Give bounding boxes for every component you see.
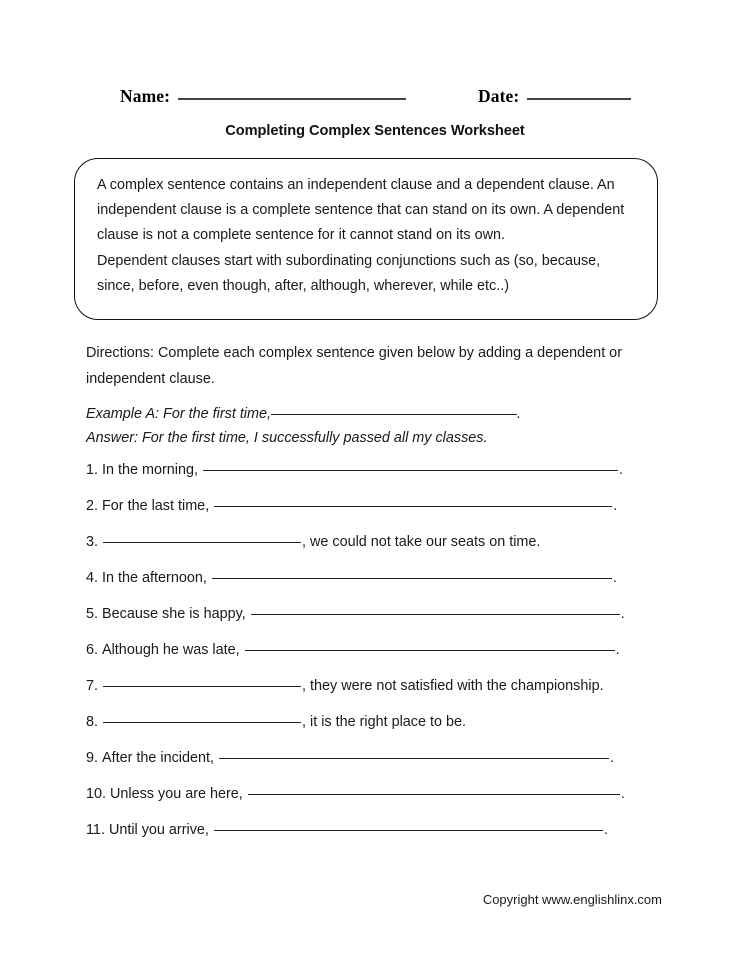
date-label: Date: — [478, 86, 520, 106]
date-input-rule[interactable] — [527, 98, 631, 100]
exercise-item — [86, 677, 686, 713]
exercise-prefix-text: Unless you are here, — [110, 786, 243, 802]
exercise-item — [86, 713, 686, 749]
exercise-number: 8. — [86, 714, 99, 730]
exercise-number: 4. — [86, 570, 99, 586]
exercise-answer-blank[interactable] — [251, 614, 620, 615]
exercise-number: 3. — [86, 534, 99, 550]
directions-text: Directions: Complete each complex sentence given below by adding a dependent or independent clause. — [86, 345, 622, 387]
exercise-suffix-text: . — [615, 642, 620, 658]
definition-box — [74, 158, 658, 320]
definition-paragraph-2: Dependent clauses start with subordinating conjunctions such as (so, because, since, before, even though, after, although, wherever, while etc..) — [97, 252, 601, 294]
date-field — [478, 86, 631, 107]
exercise-item — [86, 533, 686, 569]
exercise-number: 5. — [86, 606, 99, 622]
copyright-notice: Copyright www.englishlinx.com — [482, 892, 662, 907]
exercise-item — [86, 641, 686, 677]
exercise-suffix-text: , it is the right place to be. — [302, 714, 466, 730]
exercise-number: 6. — [86, 642, 99, 658]
name-input-rule[interactable] — [178, 98, 406, 100]
exercise-suffix-text: . — [612, 570, 617, 586]
exercise-item — [86, 605, 686, 641]
exercise-number: 10. — [86, 786, 107, 802]
exercise-item — [86, 821, 686, 857]
name-label: Name: — [120, 86, 171, 106]
exercise-answer-blank[interactable] — [103, 722, 301, 723]
exercise-suffix-text: . — [610, 750, 615, 766]
exercise-suffix-text: . — [603, 822, 608, 838]
exercise-number: 2. — [86, 498, 99, 514]
example-prompt-prefix: Example A: For the first time, — [86, 406, 271, 422]
exercise-answer-blank[interactable] — [203, 470, 618, 471]
exercise-item — [86, 497, 686, 533]
exercise-item — [86, 569, 686, 605]
exercise-answer-blank[interactable] — [214, 830, 603, 831]
example-block — [86, 402, 686, 450]
exercise-prefix-text: Although he was late, — [102, 642, 240, 658]
exercise-number: 9. — [86, 750, 99, 766]
exercise-item — [86, 749, 686, 785]
exercise-number: 7. — [86, 678, 99, 694]
example-answer-line: Answer: For the first time, I successfully passed all my classes. — [86, 430, 488, 446]
exercise-answer-blank[interactable] — [248, 794, 620, 795]
exercise-item — [86, 785, 686, 821]
example-prompt-suffix: . — [517, 406, 521, 422]
example-prompt-line — [86, 402, 686, 426]
example-answer-blank[interactable] — [271, 414, 517, 415]
exercise-suffix-text: . — [620, 786, 625, 802]
exercise-answer-blank[interactable] — [245, 650, 615, 651]
exercise-prefix-text: For the last time, — [102, 498, 210, 514]
exercise-answer-blank[interactable] — [214, 506, 612, 507]
exercise-prefix-text: After the incident, — [102, 750, 215, 766]
exercise-item — [86, 461, 686, 497]
exercise-suffix-text: , they were not satisfied with the championship. — [302, 678, 604, 694]
student-info-header — [0, 86, 750, 112]
exercise-number: 1. — [86, 462, 99, 478]
exercise-answer-blank[interactable] — [212, 578, 612, 579]
definition-paragraph-1: A complex sentence contains an independent clause and a dependent clause. An independent clause is a complete sentence that can stand on its own. A dependent clause is not a complete sentence for it cannot stand on its own. — [97, 177, 625, 244]
exercise-number: 11. — [86, 822, 105, 838]
exercise-answer-blank[interactable] — [103, 686, 301, 687]
name-field — [120, 86, 406, 107]
exercise-list — [86, 461, 686, 857]
exercise-prefix-text: In the morning, — [102, 462, 199, 478]
exercise-suffix-text: . — [613, 498, 618, 514]
exercise-answer-blank[interactable] — [219, 758, 609, 759]
exercise-suffix-text: , we could not take our seats on time. — [302, 534, 541, 550]
exercise-prefix-text: In the afternoon, — [102, 570, 207, 586]
exercise-prefix-text: Until you arrive, — [108, 822, 209, 838]
exercise-prefix-text: Because she is happy, — [102, 606, 246, 622]
exercise-suffix-text: . — [620, 606, 625, 622]
exercise-answer-blank[interactable] — [103, 542, 301, 543]
page-title: Completing Complex Sentences Worksheet — [225, 123, 525, 139]
exercise-suffix-text: . — [619, 462, 624, 478]
